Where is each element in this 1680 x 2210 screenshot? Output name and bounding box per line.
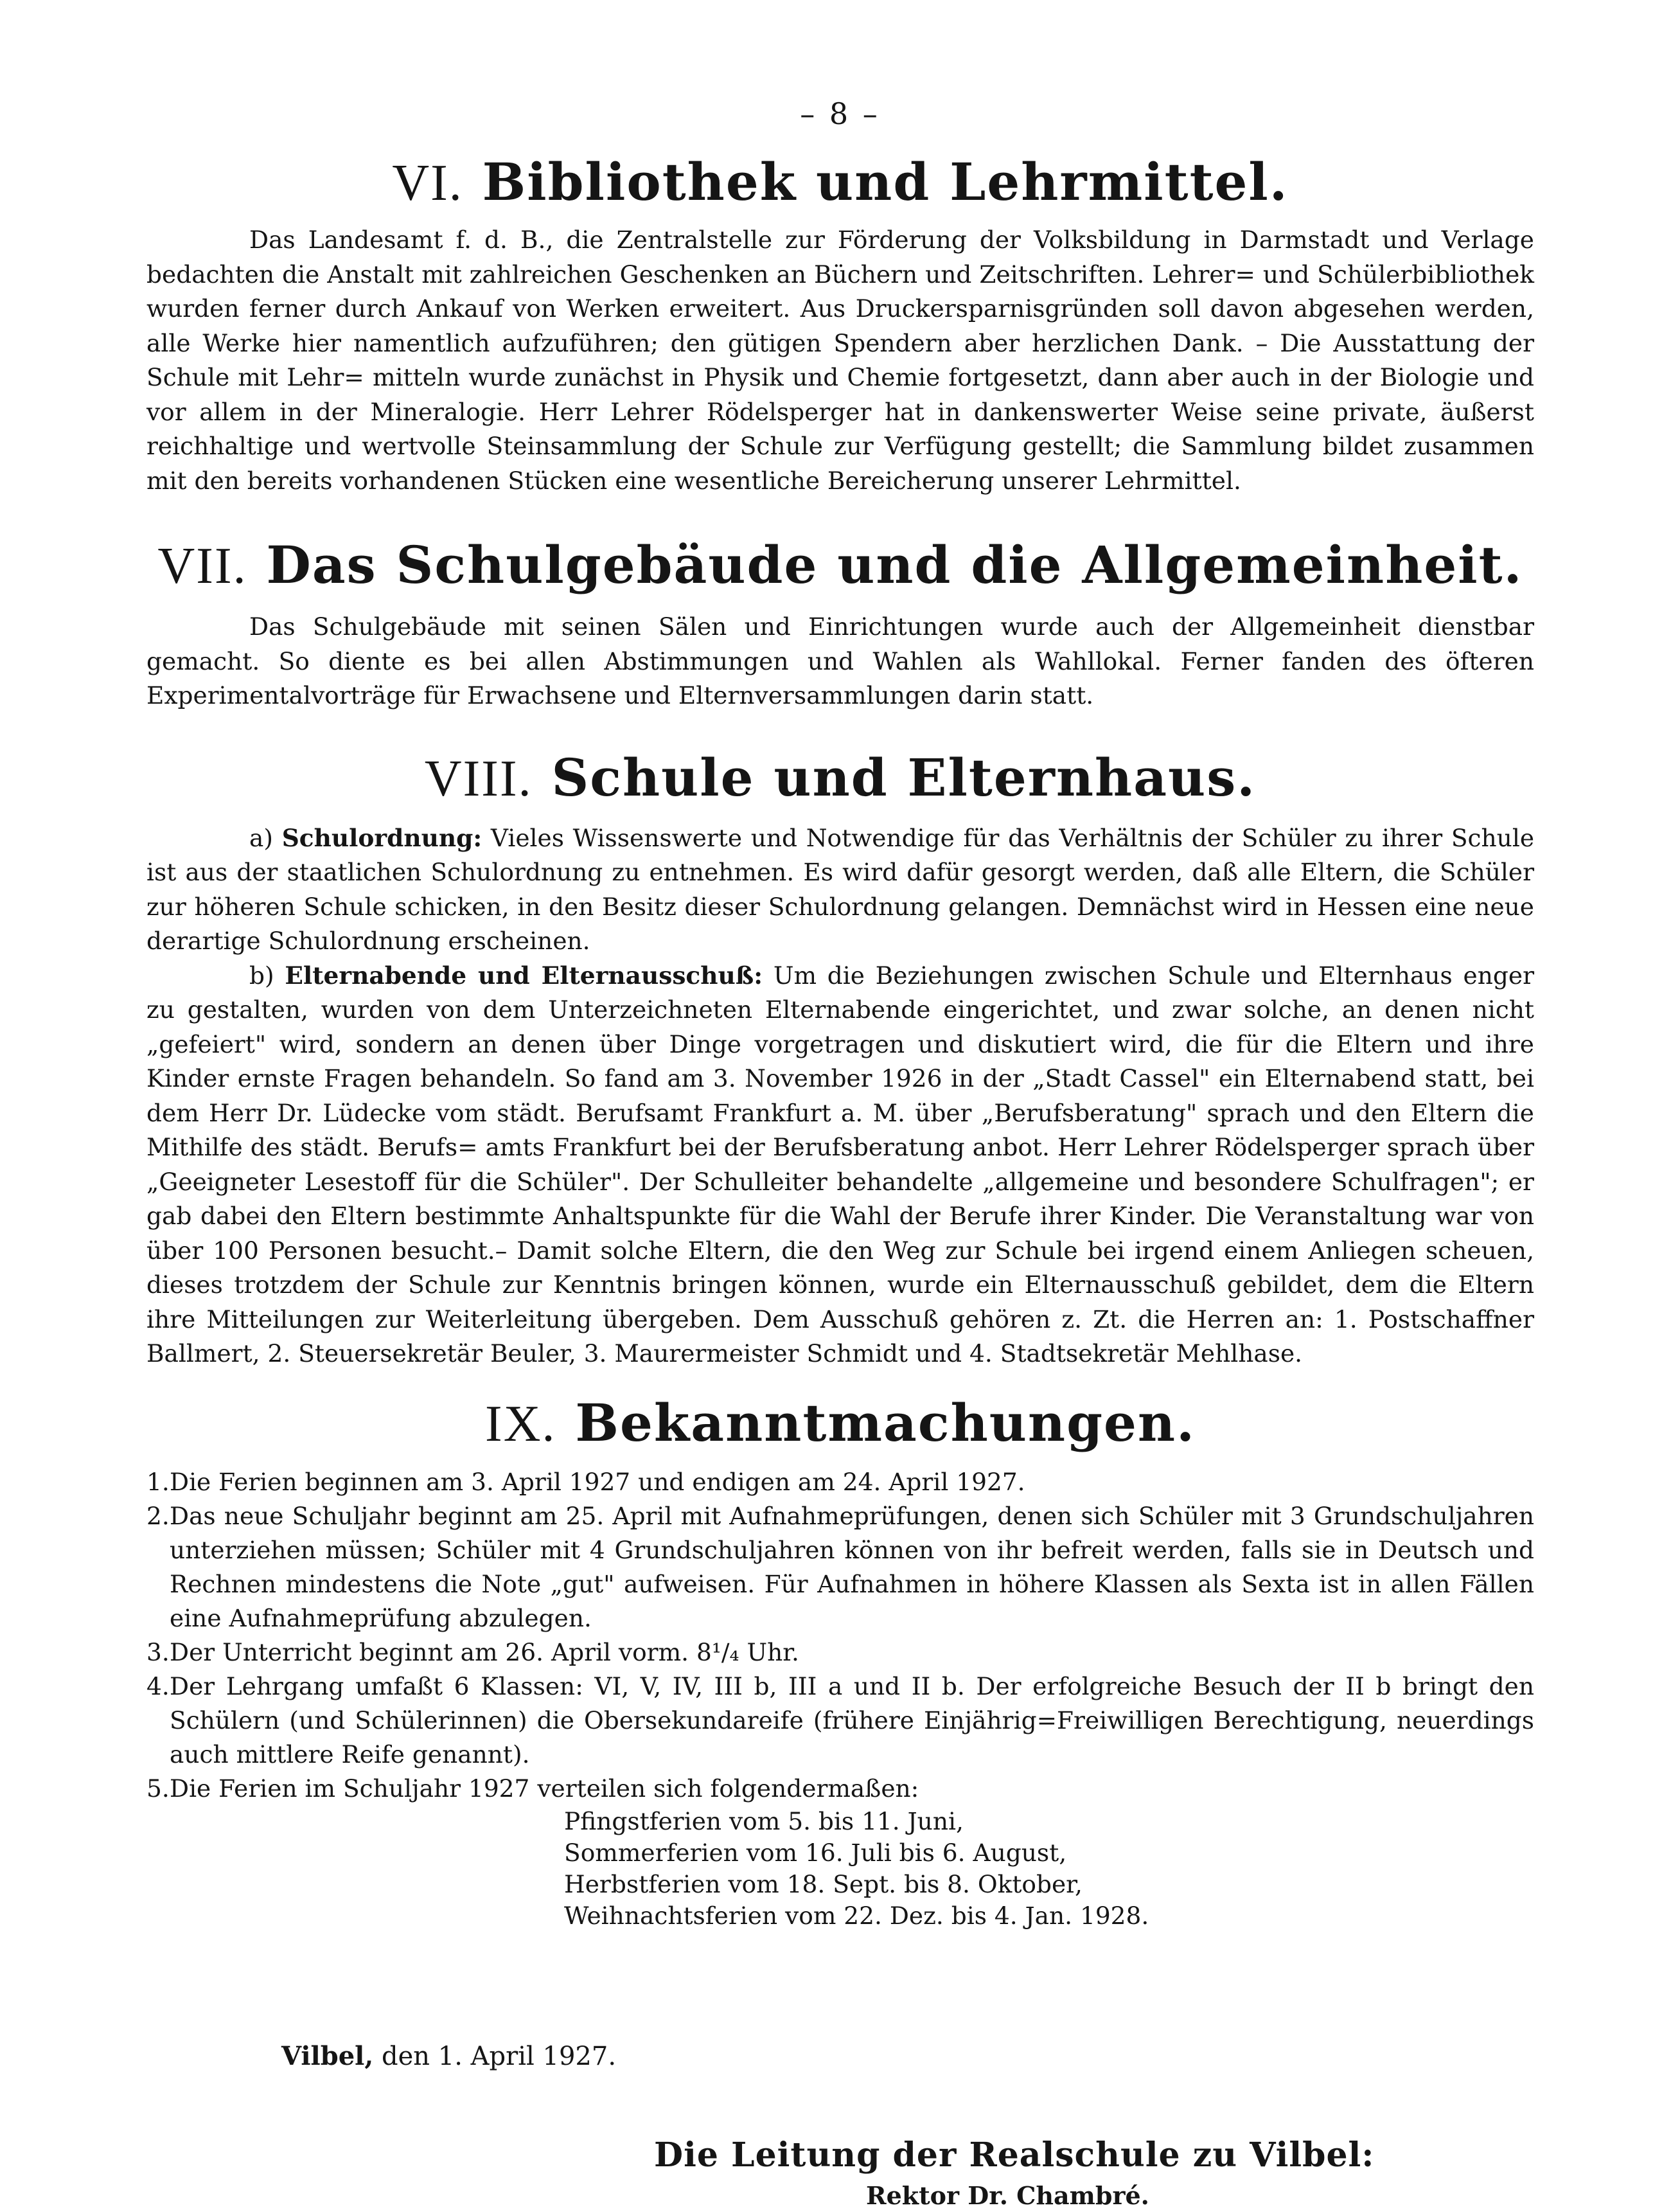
- section-viii-b-label: Elternabende und Elternausschuß:: [285, 961, 763, 990]
- holiday-schedule: [564, 1806, 1534, 1932]
- heading-ix-title: Bekanntmachungen.: [575, 1392, 1196, 1453]
- list-item-text: Der Unterricht beginnt am 26. April vorm. 8¹/₄ Uhr.: [170, 1637, 799, 1666]
- section-viii-b: [146, 959, 1534, 1371]
- heading-viii: [146, 749, 1534, 807]
- announcement-list: [146, 1465, 1534, 1806]
- school-management: Die Leitung der Realschule zu Vilbel:: [654, 2135, 1375, 2175]
- heading-vi-roman: VI.: [392, 155, 463, 211]
- signoff-place: Vilbel,: [281, 2040, 374, 2071]
- list-item-text: Die Ferien im Schuljahr 1927 verteilen sich folgendermaßen:: [170, 1774, 919, 1803]
- list-item: [146, 1635, 1534, 1670]
- list-item-text: Die Ferien beginnen am 3. April 1927 und endigen am 24. April 1927.: [170, 1467, 1025, 1496]
- list-item-text: Das neue Schuljahr beginnt am 25. April mit Aufnahmeprüfungen, denen sich Schüler mit 3 Grundschuljahren unterziehen müssen; Schüler mit 4 Grundschuljahren können von ihr befreit werden, falls sie in Deutsch und Rechnen mindestens die Note „gut" aufweisen. Für Aufnahmen in höhere Klassen als Sexta ist in allen Fällen eine Aufnahmeprüfung abzulegen.: [170, 1501, 1534, 1632]
- heading-vi: [146, 154, 1534, 211]
- heading-vi-title: Bibliothek und Lehrmittel.: [482, 152, 1289, 212]
- section-viii-b-body: Um die Beziehungen zwischen Schule und Elternhaus enger zu gestalten, wurden von dem Unterzeichneten Elternabende eingerichtet, und zwar solche, an denen nicht „gefeiert" wird, sondern an denen über Dinge vorgetragen und diskutiert wird, die für die Eltern und ihre Kinder ernste Fragen behandeln. So fand am 3. November 1926 in der „Stadt Cassel" ein Elternabend statt, bei dem Herr Dr. Lüdecke vom städt. Berufsamt Frankfurt a. M. über „Berufsberatung" sprach und den Eltern die Mithilfe des städt. Berufs= amts Frankfurt bei der Berufsberatung anbot. Herr Lehrer Rödelsperger sprach über „Geeigneter Lesestoff für die Schüler". Der Schulleiter behandelte „allgemeine und besondere Schulfragen"; er gab dabei den Eltern bestimmte Anhaltspunkte für die Wahl der Berufe ihrer Kinder. Die Veranstaltung war von über 100 Personen besucht.– Damit solche Eltern, die den Weg zur Schule bei irgend einem Anliegen scheuen, dieses trotzdem der Schule zur Kenntnis bringen können, wurde ein Elternausschuß gebildet, dem die Eltern ihre Mitteilungen zur Weiterleitung übergeben. Dem Ausschuß gehören z. Zt. die Herren an: 1. Postschaffner Ballmert, 2. Steuersekretär Beuler, 3. Maurermeister Schmidt und 4. Stadtsekretär Mehlhase.: [146, 961, 1534, 1368]
- holiday-line: Weihnachtsferien vom 22. Dez. bis 4. Jan. 1928.: [564, 1901, 1149, 1930]
- list-item-number: 1.: [146, 1467, 170, 1496]
- section-viii-a-prefix: a): [249, 823, 273, 852]
- list-item-text: Der Lehrgang umfaßt 6 Klassen: VI, V, IV, III b, III a und II b. Der erfolgreiche Besuch der II b bringt den Schülern (und Schülerinnen) die Obersekundareife (frühere Einjährig=Freiwilligen Berechtigung, neuerdings auch mittlere Reife genannt).: [170, 1671, 1534, 1769]
- heading-viii-title: Schule und Elternhaus.: [551, 747, 1257, 808]
- list-item: [146, 1670, 1534, 1772]
- section-viii-a: [146, 821, 1534, 959]
- heading-vii-roman: VII.: [157, 538, 247, 594]
- list-item-number: 5.: [146, 1774, 170, 1803]
- section-vi-body: Das Landesamt f. d. B., die Zentralstelle zur Förderung der Volksbildung in Darmstadt und Verlage bedachten die Anstalt mit zahlreichen Geschenken an Büchern und Zeitschriften. Lehrer= und Schülerbibliothek wurden ferner durch Ankauf von Werken erweitert. Aus Druckersparnisgründen soll davon abgesehen werden, alle Werke hier namentlich aufzuführen; den gütigen Spendern aber herzlichen Dank. – Die Ausstattung der Schule mit Lehr= mitteln wurde zunächst in Physik und Chemie fortgesetzt, dann aber auch in der Biologie und vor allem in der Mineralogie. Herr Lehrer Rödelsperger hat in dankenswerter Weise seine private, äußerst reichhaltige und wertvolle Steinsammlung der Schule zur Verfügung gestellt; die Sammlung bildet zusammen mit den bereits vorhandenen Stücken eine wesentliche Bereicherung unserer Lehrmittel.: [146, 226, 1534, 495]
- list-item-number: 3.: [146, 1637, 170, 1666]
- signoff-date-text: den 1. April 1927.: [381, 2041, 617, 2071]
- list-item-number: 4.: [146, 1671, 170, 1700]
- holiday-line: Sommerferien vom 16. Juli bis 6. August,: [564, 1838, 1067, 1867]
- heading-vii: [146, 537, 1534, 594]
- section-viii-b-prefix: b): [249, 961, 274, 990]
- heading-viii-roman: VIII.: [424, 750, 533, 807]
- list-item: [146, 1772, 1534, 1806]
- section-viii-a-body: Vieles Wissenswerte und Notwendige für das Verhältnis der Schüler zu ihrer Schule ist aus der staatlichen Schulordnung zu entnehmen. Es wird dafür gesorgt werden, daß alle Eltern, die Schüler zur höheren Schule schicken, in den Besitz dieser Schulordnung gelangen. Demnächst wird in Hessen eine neue derartige Schulordnung erscheinen.: [146, 823, 1535, 955]
- heading-vii-title: Das Schulgebäude und die Allgemeinheit.: [266, 535, 1523, 595]
- rector-signature: Rektor Dr. Chambré.: [866, 2180, 1149, 2210]
- heading-ix: [146, 1392, 1534, 1453]
- page-content: [146, 145, 1534, 2210]
- list-item: [146, 1499, 1534, 1635]
- list-item-number: 2.: [146, 1501, 170, 1530]
- section-viii-a-label: Schulordnung:: [281, 823, 482, 852]
- heading-ix-roman: IX.: [485, 1395, 556, 1452]
- section-vii-body: Das Schulgebäude mit seinen Sälen und Einrichtungen wurde auch der Allgemeinheit dienstbar gemacht. So diente es bei allen Abstimmungen und Wahlen als Wahllokal. Ferner fanden des öfteren Experimentalvorträge für Erwachsene und Elternversammlungen darin statt.: [146, 612, 1534, 709]
- page-number: – 8 –: [800, 96, 880, 131]
- holiday-line: Herbstferien vom 18. Sept. bis 8. Oktober,: [564, 1869, 1083, 1898]
- signoff-date: [281, 2041, 1534, 2071]
- list-item: [146, 1465, 1534, 1499]
- holiday-line: Pfingstferien vom 5. bis 11. Juni,: [564, 1806, 964, 1835]
